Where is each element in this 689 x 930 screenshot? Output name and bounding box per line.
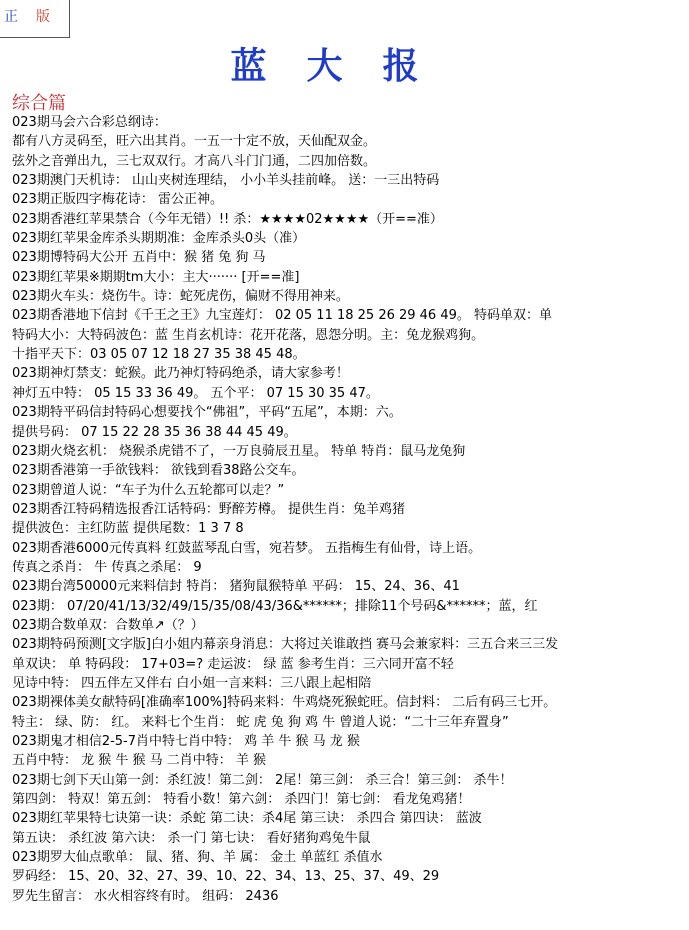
text-line: 023期火车头：烧伤牛。诗：蛇死虎伤，偏财不得用神来。	[12, 289, 349, 305]
text-line: 提供号码： 07 15 22 28 35 36 38 44 45 49。	[12, 424, 297, 440]
text-line: 023期马会六合彩总纲诗：	[12, 115, 167, 130]
text-line: 023期澳门天机诗： 山山夹树连理结， 小小羊头挂前峰。 送：一三出特码	[12, 173, 440, 189]
text-line: 传真之杀肖： 牛 传真之杀尾： 9	[12, 559, 202, 575]
text-line: 023期特码预测[文字版]白小姐内幕亲身消息：大将过关谁敢挡 赛马会兼家料：三五合来三三发	[12, 637, 559, 653]
text-line: 023期正版四字梅花诗： 雷公正神。	[12, 192, 223, 208]
text-line: 023期香港地下信封《千王之王》九宝莲灯： 02 05 11 18 25 26 29 46 49。 特码单双：单	[12, 308, 553, 324]
text-line: 见诗中特： 四五伴左又伴右 白小姐一言来料：三八跟上起相陪	[12, 675, 372, 691]
text-line: 023期神灯禁支：蛇猴。此乃神灯特码绝杀，请大家参考！	[12, 366, 349, 382]
text-line: 十指平天下：03 05 07 12 18 27 35 38 45 48。	[12, 347, 306, 363]
text-line: 023期红苹果特七诀第一诀：杀蛇 第二诀：杀4尾 第三诀： 杀四合 第四诀： 蓝波	[12, 811, 482, 827]
text-line: 023期曾道人说：“车子为什么五轮都可以走？”	[12, 482, 285, 498]
content-list	[12, 113, 684, 906]
text-line: 都有八方灵码至，旺六出其肖。一五一十定不放，天仙配双金。	[12, 134, 377, 150]
text-line: 023期七剑下天山第一剑：杀红波！第二剑： 2尾！第三剑： 杀三合！第三剑： 杀牛！	[12, 772, 513, 788]
text-line: 五肖中特： 龙 猴 牛 猴 马 二肖中特： 羊 猴	[12, 753, 267, 769]
text-line: 023期罗大仙点歌单： 鼠、猪、狗、羊 属： 金土 单蓝红 杀值水	[12, 850, 383, 866]
text-line: 罗码经： 15、20、32、27、39、10、22、34、13、25、37、49、29	[12, 869, 440, 885]
section-title: 综合篇	[12, 93, 66, 114]
text-line: 提供波色：主红防蓝 提供尾数：1 3 7 8	[12, 521, 244, 537]
text-line: 特码大小：大特码波色：蓝 生肖玄机诗：花开花落，恩怨分明。主：兔龙猴鸡狗。	[12, 327, 485, 343]
text-line: 023期香江特码精选报香江话特码：野醉芳樽。 提供生肖：兔羊鸡猪	[12, 501, 405, 517]
edition-badge	[0, 0, 70, 38]
text-line: 第四剑： 特双！第五剑： 特看小数！第六剑： 杀四门！第七剑： 看龙兔鸡猪！	[12, 792, 471, 808]
text-line: 023期合数单双：合数单↗（？）	[12, 617, 204, 633]
text-line: 第五诀： 杀红波 第六诀： 杀一门 第七诀： 看好猪狗鸡兔牛鼠	[12, 830, 371, 846]
text-line: 弦外之音弹出九，三七双双行。才高八斗门门通，二四加倍数。	[12, 153, 377, 169]
text-line: 023期博特码大公开 五肖中：猴 猪 兔 狗 马	[12, 250, 266, 266]
text-line: 单双诀： 单 特码段： 17+03=? 走运波： 绿 蓝 参考生肖：三六同开富不轻	[12, 656, 454, 672]
text-line: 023期红苹果※期期tm大小：主大······· [开==准]	[12, 269, 300, 285]
text-line: 023期： 07/20/41/13/32/49/15/35/08/43/36&******；排除11个号码&******；蓝，红	[12, 598, 538, 614]
text-line: 023期鬼才相信2-5-7肖中特七肖中特： 鸡 羊 牛 猴 马 龙 猴	[12, 734, 360, 749]
page-title: 蓝大报	[230, 45, 459, 87]
text-line: 023期香港第一手欲钱料： 欲钱到看38路公交车。	[12, 463, 305, 479]
text-line: 023期裸体美女献特码[准确率100%]特码来料：牛鸡烧死猴蛇旺。信封料： 二后有码三七开。	[12, 695, 557, 711]
badge-text-right: 版	[36, 9, 50, 25]
text-line: 023期火烧玄机： 烧猴杀虎错不了，一万良骑辰丑星。 特单 特肖：鼠马龙兔狗	[12, 443, 466, 459]
text-line: 023期台湾50000元来料信封 特肖： 猪狗鼠猴特单 平码： 15、24、36、41	[12, 579, 460, 595]
text-line: 023期香港红苹果禁合（今年无错）!! 杀：★★★★02★★★★（开==准）	[12, 211, 443, 227]
text-line: 神灯五中特： 05 15 33 36 49。 五个平： 07 15 30 35 47。	[12, 385, 379, 401]
text-line: 023期香港6000元传真料 红鼓蓝琴乱白雪，宛若梦。 五指梅生有仙骨，诗上语。	[12, 540, 482, 556]
text-line: 023期红苹果金库杀头期期准：金库杀头0头（准）	[12, 231, 306, 247]
badge-text-left: 正	[4, 9, 18, 25]
text-line: 特主： 绿、防： 红。 来料七个生肖： 蛇 虎 兔 狗 鸡 牛 曾道人说：“二十三年弃置身”	[12, 714, 509, 730]
text-line: 罗先生留言： 水火相容终有时。 组码： 2436	[12, 888, 279, 904]
text-line: 023期特平码信封特码心想要找个“佛祖”，平码“五尾”，本期：六。	[12, 405, 402, 421]
